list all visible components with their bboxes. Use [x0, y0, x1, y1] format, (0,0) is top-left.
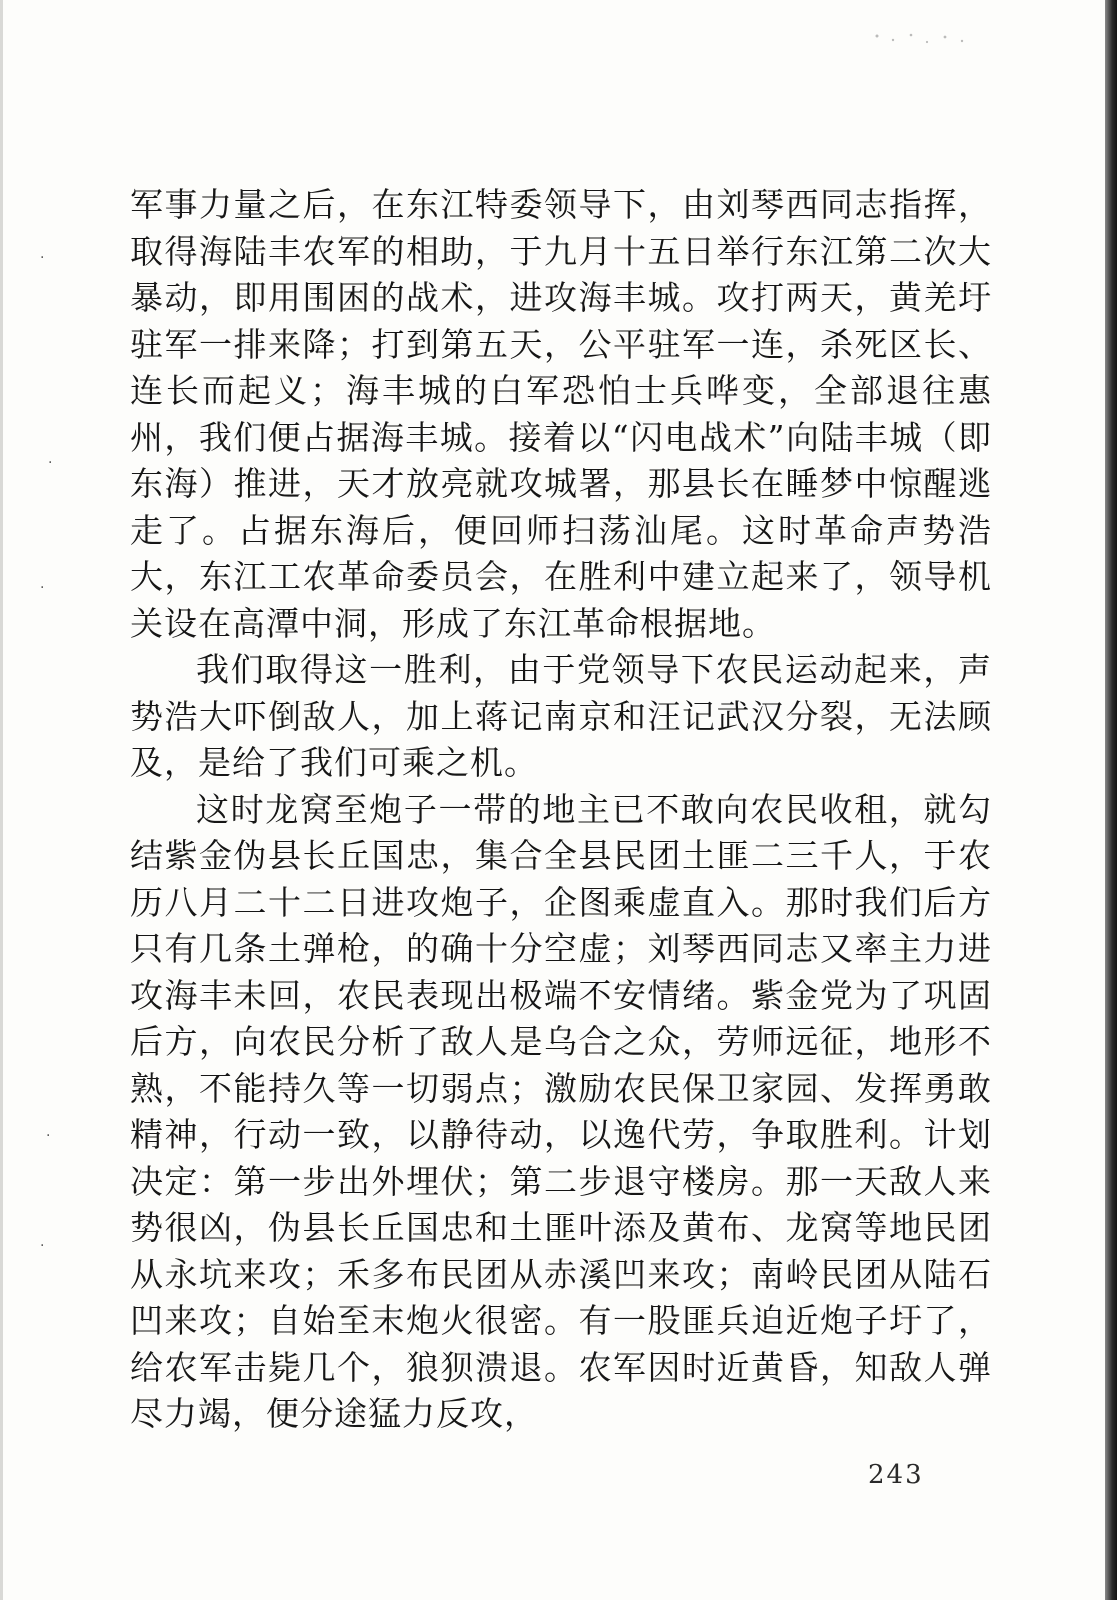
paragraph-2: 我们取得这一胜利，由于党领导下农民运动起来，声势浩大吓倒敌人，加上蒋记南京和汪记武汉分裂，无法顾及，是给了我们可乘之机。	[130, 650, 992, 782]
paragraph-1: 军事力量之后，在东江特委领导下，由刘琴西同志指挥，取得海陆丰农军的相助，于九月十五日举行东江第二次大暴动，即用围困的战术，进攻海丰城。攻打两天，黄羌圩驻军一排来降；打到第五天，公平驻军一连，杀死区长、连长而起义；海丰城的白军恐怕士兵哗变，全部退往惠州，我们便占据海丰城。接着以“闪电战术”向陆丰城（即东海）推进，天才放亮就攻城署，那县长在睡梦中惊醒逃走了。占据东海后，便回师扫荡汕尾。这时革命声势浩大，东江工农革命委员会，在胜利中建立起来了，领导机关设在高潭中洞，形成了东江革命根据地。	[130, 185, 992, 643]
paragraph-3: 这时龙窝至炮子一带的地主已不敢向农民收租，就勾结紫金伪县长丘国忠，集合全县民团土匪二三千人，于农历八月二十二日进攻炮子，企图乘虚直入。那时我们后方只有几条土弹枪，的确十分空虚；刘琴西同志又率主力进攻海丰未回，农民表现出极端不安情绪。紫金党为了巩固后方，向农民分析了敌人是乌合之众，劳师远征，地形不熟，不能持久等一切弱点；激励农民保卫家园、发挥勇敢精神，行动一致，以静待动，以逸代劳，争取胜利。计划决定：第一步出外埋伏；第二步退守楼房。那一天敌人来势很凶，伪县长丘国忠和土匪叶添及黄布、龙窝等地民团从永坑来攻；禾多布民团从赤溪凹来攻；南岭民团从陆石凹来攻；自始至末炮火很密。有一股匪兵迫近炮子圩了，给农军击毙几个，狼狈溃退。农军因时近黄昏，知敌人弹尽力竭，便分途猛力反攻，	[130, 789, 992, 1433]
scan-speck: ·	[40, 250, 45, 266]
scan-speck: ·	[48, 455, 53, 471]
page-number: 243	[868, 1460, 924, 1490]
scan-noise-top	[867, 28, 977, 50]
scan-speck: ·	[40, 1238, 45, 1254]
scan-speck: ·	[46, 1128, 51, 1144]
body-text	[130, 182, 992, 1438]
scan-edge-left	[0, 0, 3, 1600]
scan-speck: ·	[40, 580, 45, 596]
scan-edge-right	[1105, 0, 1117, 1600]
